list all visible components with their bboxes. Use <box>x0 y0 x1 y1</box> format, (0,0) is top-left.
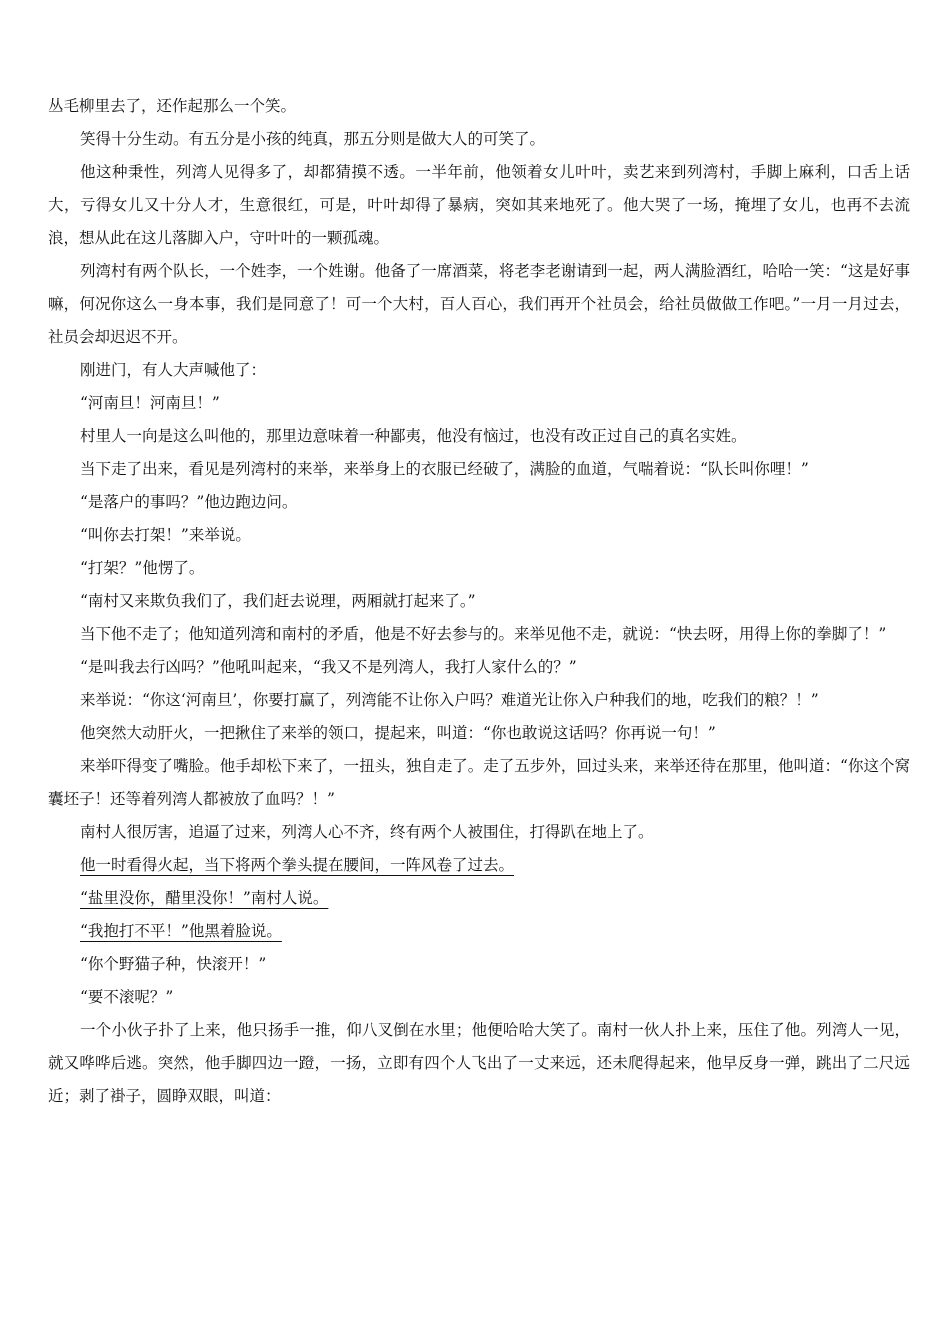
underlined-text: 他一时看得火起，当下将两个拳头提在腰间，一阵风卷了过去。 <box>80 856 515 874</box>
paragraph: 来举吓得变了嘴脸。他手却松下来了，一扭头，独自走了。走了五步外，回过头来，来举还待在那里，他叫道：“你这个窝囊坯子！还等着列湾人都被放了血吗？！” <box>48 757 910 808</box>
underlined-text: “我抱打不平！”他黑着脸说。 <box>80 922 282 940</box>
paragraph: “打架？”他愣了。 <box>80 559 205 577</box>
paragraph: 丛毛柳里去了，还作起那么一个笑。 <box>48 97 297 115</box>
paragraph: “是叫我去行凶吗？”他吼叫起来，“我又不是列湾人，我打人家什么的？” <box>80 658 577 676</box>
underlined-text: “盐里没你，醋里没你！”南村人说。 <box>80 889 329 907</box>
paragraph: 村里人一向是这么叫他的，那里边意味着一种鄙夷，他没有恼过，也没有改正过自己的真名实姓。 <box>80 427 747 445</box>
paragraph: 列湾村有两个队长，一个姓李，一个姓谢。他备了一席酒菜，将老李老谢请到一起，两人满脸酒红，哈哈一笑：“这是好事嘛，何况你这么一身本事，我们是同意了！可一个大村，百人百心，我们再开个社员会，给社员做做工作吧。”一月一月过去，社员会却迟迟不开。 <box>48 262 910 346</box>
paragraph: 他突然大动肝火，一把揪住了来举的领口，提起来，叫道：“你也敢说这话吗？你再说一句！” <box>80 724 716 742</box>
paragraph: “叫你去打架！”来举说。 <box>80 526 251 544</box>
underlined-paragraph <box>48 882 910 915</box>
paragraph: 他这种秉性，列湾人见得多了，却都猜摸不透。一半年前，他领着女儿叶叶，卖艺来到列湾村，手脚上麻利，口舌上话大，亏得女儿又十分人才，生意很红，可是，叶叶却得了暴病，突如其来地死了。他大哭了一场，掩埋了女儿，也再不去流浪，想从此在这儿落脚入户，守叶叶的一颗孤魂。 <box>48 163 910 247</box>
paragraph: “是落户的事吗？”他边跑边问。 <box>80 493 298 511</box>
paragraph: “你个野猫子种，快滚开！” <box>80 955 267 973</box>
paragraph: 南村人很厉害，追逼了过来，列湾人心不齐，终有两个人被围住，打得趴在地上了。 <box>80 823 654 841</box>
paragraph: 一个小伙子扑了上来，他只扬手一推，仰八叉倒在水里；他便哈哈大笑了。南村一伙人扑上来，压住了他。列湾人一见，就又哗哗后逃。突然，他手脚四边一蹬，一扬，立即有四个人飞出了一丈来远，还未爬得起来，他早反身一弹，跳出了二尺远近；剥了褂子，圆睁双眼，叫道： <box>48 1021 910 1105</box>
paragraph: “要不滚呢？” <box>80 988 174 1006</box>
paragraph: “河南旦！河南旦！” <box>80 394 220 412</box>
paragraph: 当下他不走了；他知道列湾和南村的矛盾，他是不好去参与的。来举见他不走，就说：“快去呀，用得上你的拳脚了！” <box>80 625 887 643</box>
underlined-paragraph <box>48 915 910 948</box>
underlined-paragraph <box>48 849 910 882</box>
paragraph: 刚进门，有人大声喊他了： <box>80 361 267 379</box>
paragraph: 笑得十分生动。有五分是小孩的纯真，那五分则是做大人的可笑了。 <box>80 130 546 148</box>
paragraph: 当下走了出来，看见是列湾村的来举，来举身上的衣服已经破了，满脸的血道，气喘着说：“队长叫你哩！” <box>80 460 809 478</box>
paragraph: 来举说：“你这‘河南旦’，你要打赢了，列湾能不让你入户吗？难道光让你入户种我们的地，吃我们的粮？！” <box>80 691 819 709</box>
paragraph: “南村又来欺负我们了，我们赶去说理，两厢就打起来了。” <box>80 592 476 610</box>
